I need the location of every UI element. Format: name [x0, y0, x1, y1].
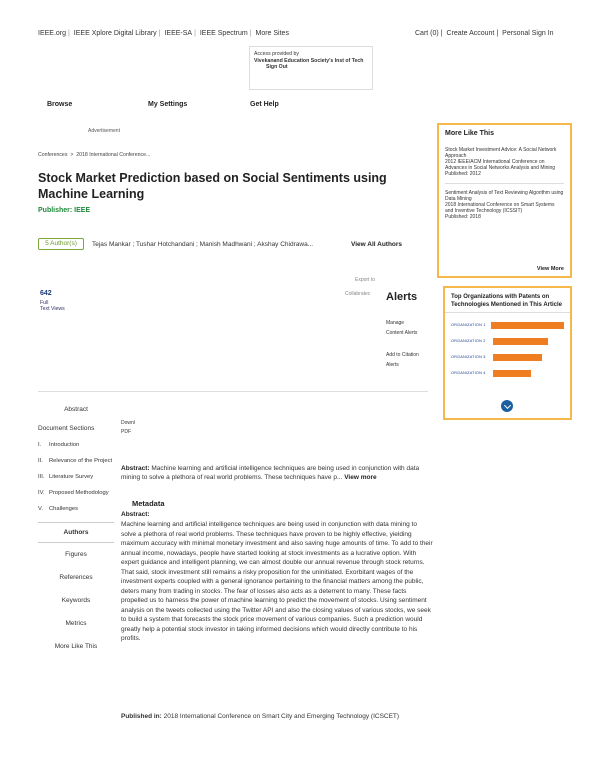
- org-bar: [493, 338, 548, 345]
- abstract-label: Abstract:: [121, 511, 150, 518]
- browse-menu[interactable]: Browse: [47, 101, 73, 108]
- org-bar: [493, 354, 542, 361]
- divider: [38, 391, 428, 392]
- manage-label: Manage: [386, 320, 405, 326]
- page-title: Stock Market Prediction based on Social Sentiments using Machine Learning: [38, 171, 387, 201]
- org-bar-row[interactable]: [451, 333, 564, 349]
- sidebar-item-references[interactable]: References: [59, 574, 93, 581]
- access-org: Vivekanand Education Society's Inst of Tech: [254, 57, 364, 64]
- nav-link-ieee-sa[interactable]: IEEE-SA: [164, 30, 193, 37]
- breadcrumb-separator: >: [70, 152, 74, 158]
- section-label: Challenges: [49, 506, 79, 512]
- metadata-header: Metadata: [132, 499, 165, 508]
- sidebar-section-item[interactable]: [38, 442, 114, 449]
- document-sections: [38, 425, 114, 513]
- document-sections-header[interactable]: Document Sections: [38, 425, 95, 432]
- add-citation-label: Add to Citation: [386, 352, 419, 358]
- related-article-title[interactable]: Sentiment Analysis of Text Reviewing Algorithm using Data Mining: [445, 190, 564, 202]
- sidebar-item-authors[interactable]: Authors: [38, 522, 114, 543]
- sidebar-item-keywords[interactable]: Keywords: [61, 597, 91, 604]
- full-text-views-label: [40, 300, 65, 312]
- export-to-label[interactable]: Export to: [355, 277, 376, 283]
- divider: [445, 183, 564, 184]
- download-pdf-button[interactable]: [121, 419, 135, 437]
- authors-count-badge[interactable]: 5 Author(s): [38, 238, 84, 250]
- my-settings-menu[interactable]: My Settings: [148, 101, 188, 108]
- published-in-label: Published in:: [121, 713, 162, 720]
- download-label: Downl: [121, 420, 135, 426]
- chevron-down-icon[interactable]: [501, 400, 513, 412]
- org-bar-label: ORGANIZATION 2: [451, 339, 486, 343]
- account-nav: Cart (0) | Create Account | Personal Sign In: [415, 30, 554, 37]
- related-article[interactable]: [445, 147, 564, 177]
- nav-link-ieee-org[interactable]: IEEE.org: [38, 30, 67, 37]
- org-bar: [491, 322, 564, 329]
- access-box: [249, 46, 373, 90]
- sidebar-section-item[interactable]: [38, 474, 114, 481]
- org-bar-label: ORGANIZATION 1: [451, 323, 486, 327]
- alerts-label: Alerts: [386, 362, 399, 368]
- top-nav: IEEE.org | IEEE Xplore Digital Library | IEEE-SA | IEEE Spectrum | More Sites: [38, 30, 289, 37]
- pdf-label: PDF: [121, 429, 131, 435]
- org-bar-chart: [451, 317, 564, 381]
- section-number: I.: [38, 442, 42, 448]
- related-article-conf: 2018 International Conference on Smart Systems and Inventive Technology (ICSSIT): [445, 202, 555, 214]
- content-alerts-label: Content Alerts: [386, 330, 418, 336]
- sidebar-item-figures[interactable]: Figures: [65, 551, 87, 558]
- sidebar-section-item[interactable]: [38, 458, 114, 465]
- nav-link-more-sites[interactable]: More Sites: [255, 30, 289, 37]
- related-article-published: Published: 2012: [445, 171, 481, 177]
- related-article[interactable]: [445, 190, 564, 220]
- add-citation-alerts-link[interactable]: [386, 350, 419, 370]
- published-in: [121, 712, 441, 722]
- sign-in-link[interactable]: Personal Sign In: [502, 30, 554, 37]
- section-label: Proposed Methodology: [49, 490, 109, 496]
- view-more-link[interactable]: View More: [536, 266, 564, 272]
- abstract-body: Machine learning and artificial intelligence techniques are being used in conjunction with data mining to solve a plethora of real world problems. These techniques have proven to be highly effective, yielding maximum accuracy with minimal monetary investment and also saving huge amounts of time. To add to their annual income, nowadays, people have started looking at stock investments as a lucrative option. With expert guidance and intelligent planning, we can almost double our annual revenue through stock returns. That said, stock investment still remains a risky proposition for the uninitiated. Exorbitant wages of the investment experts coupled with a general ignorance pertaining to the financial matters among the public, deters many from trading in stocks. The fear of losses also acts as a deterrent to many. These facts propelled us to harness the power of machine learning to predict the movement of stocks. Using sentiment analysis on the tweets collected using the Twitter API and also the closing values of various stocks, we seek to build a system that forecasts the stock price movement of various companies. Such a prediction would greatly help a potential stock investor in taking informed decisions which would directly contribute to his profits.: [121, 521, 433, 642]
- author-list[interactable]: Tejas Mankar ; Tushar Hotchandani ; Manish Madhwani ; Akshay Chidrawa...: [92, 241, 314, 248]
- document-sidebar: [38, 400, 114, 658]
- advertisement-label: Advertisement: [88, 128, 120, 134]
- org-bar-label: ORGANIZATION 3: [451, 355, 486, 359]
- abstract-summary-text: Machine learning and artificial intelligence techniques are being used in conjunction with data mining to solve a plethora of real world problems. These techniques have p...: [121, 465, 420, 481]
- manage-content-alerts-link[interactable]: [386, 318, 417, 338]
- full-label: Full: [40, 300, 49, 306]
- sign-out-link[interactable]: Sign Out: [266, 64, 288, 70]
- nav-link-spectrum[interactable]: IEEE Spectrum: [199, 30, 248, 37]
- sidebar-item-metrics[interactable]: Metrics: [65, 620, 87, 627]
- section-number: IV.: [38, 490, 45, 496]
- section-label: Introduction: [49, 442, 80, 448]
- org-bar-label: ORGANIZATION 4: [451, 371, 486, 375]
- top-organizations-panel: [443, 286, 572, 420]
- publisher: Publisher: IEEE: [38, 207, 91, 214]
- alerts-title: Alerts: [386, 291, 418, 303]
- related-article-conf: 2012 IEEE/ACM International Conference on Advances in Social Networks Analysis and Mining: [445, 159, 556, 171]
- related-article-title[interactable]: Stock Market Investment Advice: A Social Network Approach: [445, 147, 557, 159]
- get-help-menu[interactable]: Get Help: [250, 101, 279, 108]
- org-bar-row[interactable]: [451, 317, 564, 333]
- section-number: III.: [38, 474, 45, 480]
- breadcrumb-conferences[interactable]: Conferences: [38, 152, 68, 158]
- top-organizations-title: Top Organizations with Patents on Technologies Mentioned in This Article: [451, 294, 563, 308]
- section-number: II.: [38, 458, 43, 464]
- view-all-authors-link[interactable]: View All Authors: [351, 241, 403, 248]
- abstract-summary: [121, 464, 421, 482]
- text-views-label: Text Views: [40, 306, 65, 312]
- sidebar-item-abstract[interactable]: Abstract: [64, 406, 88, 413]
- sidebar-section-item[interactable]: [38, 490, 114, 497]
- more-like-this-panel: [437, 123, 572, 278]
- nav-link-xplore[interactable]: IEEE Xplore Digital Library: [73, 30, 157, 37]
- view-more-abstract-link[interactable]: View more: [344, 474, 377, 481]
- org-bar-row[interactable]: [451, 349, 564, 365]
- section-number: V.: [38, 506, 43, 512]
- create-account-link[interactable]: Create Account: [446, 30, 495, 37]
- breadcrumb-conference[interactable]: 2018 International Conference...: [76, 152, 151, 158]
- access-label: Access provided by: [254, 51, 299, 57]
- org-bar: [493, 370, 531, 377]
- abstract-summary-label: Abstract:: [121, 465, 150, 472]
- published-in-value[interactable]: 2018 International Conference on Smart City and Emerging Technology (ICSCET): [163, 713, 400, 720]
- cart-link[interactable]: Cart (0): [415, 30, 439, 37]
- divider: [445, 312, 570, 313]
- collabratec-link[interactable]: Collabratec: [345, 291, 371, 297]
- sidebar-section-item[interactable]: [38, 506, 114, 513]
- breadcrumb: [38, 152, 150, 158]
- full-text-views-count: 642: [40, 290, 52, 297]
- org-bar-row[interactable]: [451, 365, 564, 381]
- sidebar-item-more-like-this[interactable]: More Like This: [54, 643, 98, 650]
- section-label: Relevance of the Project: [49, 458, 113, 464]
- more-like-this-title: More Like This: [445, 130, 495, 137]
- section-label: Literature Survey: [49, 474, 94, 480]
- related-article-published: Published: 2018: [445, 214, 481, 220]
